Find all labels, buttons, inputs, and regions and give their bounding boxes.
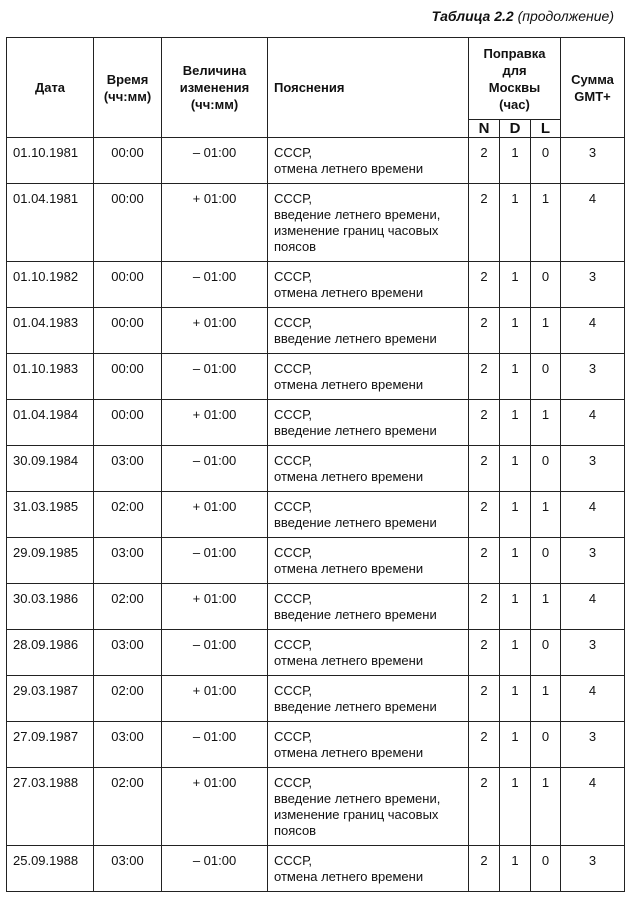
explanation-cell <box>268 676 469 722</box>
explanation-cell <box>268 768 469 846</box>
n-cell: 2 <box>469 184 500 262</box>
table-row <box>7 630 625 676</box>
table-row <box>7 138 625 184</box>
change-cell: – 01:00 <box>162 846 268 892</box>
explanation-line: СССР, <box>274 683 312 698</box>
n-cell: 2 <box>469 492 500 538</box>
date-cell: 01.04.1981 <box>7 184 94 262</box>
table-row <box>7 400 625 446</box>
d-cell: 1 <box>500 538 531 584</box>
d-cell: 1 <box>500 846 531 892</box>
date-cell: 01.04.1983 <box>7 308 94 354</box>
sum-cell: 3 <box>561 138 625 184</box>
l-cell: 1 <box>531 400 561 446</box>
change-cell: + 01:00 <box>162 768 268 846</box>
explanation-line: СССР, <box>274 407 312 422</box>
explanation-line: отмена летнего времени <box>274 377 424 392</box>
change-cell: + 01:00 <box>162 584 268 630</box>
header-time: Время (чч:мм) <box>94 38 162 138</box>
explanation-line: отмена летнего времени <box>274 653 424 668</box>
date-cell: 01.10.1982 <box>7 262 94 308</box>
sum-cell: 4 <box>561 768 625 846</box>
d-cell: 1 <box>500 308 531 354</box>
explanation-line: СССР, <box>274 729 312 744</box>
time-cell: 00:00 <box>94 400 162 446</box>
l-cell: 1 <box>531 308 561 354</box>
explanation-cell <box>268 630 469 676</box>
table-row <box>7 446 625 492</box>
table-body <box>7 138 625 892</box>
n-cell: 2 <box>469 446 500 492</box>
header-row <box>7 38 625 120</box>
table-row <box>7 354 625 400</box>
change-cell: – 01:00 <box>162 446 268 492</box>
l-cell: 1 <box>531 184 561 262</box>
header-l: L <box>531 120 561 138</box>
explanation-line: введение летнего времени <box>274 515 437 530</box>
n-cell: 2 <box>469 722 500 768</box>
time-cell: 00:00 <box>94 138 162 184</box>
change-cell: – 01:00 <box>162 138 268 184</box>
explanation-line: введение летнего времени, <box>274 207 441 222</box>
date-cell: 29.03.1987 <box>7 676 94 722</box>
l-cell: 0 <box>531 722 561 768</box>
time-cell: 03:00 <box>94 538 162 584</box>
time-cell: 02:00 <box>94 768 162 846</box>
table-caption-number: Таблица 2.2 <box>431 8 514 24</box>
header-explanation: Пояснения <box>268 38 469 138</box>
n-cell: 2 <box>469 354 500 400</box>
table-row <box>7 538 625 584</box>
time-cell: 00:00 <box>94 262 162 308</box>
date-cell: 25.09.1988 <box>7 846 94 892</box>
explanation-line: СССР, <box>274 315 312 330</box>
n-cell: 2 <box>469 768 500 846</box>
n-cell: 2 <box>469 538 500 584</box>
time-cell: 03:00 <box>94 446 162 492</box>
explanation-cell <box>268 584 469 630</box>
date-cell: 31.03.1985 <box>7 492 94 538</box>
date-cell: 01.10.1981 <box>7 138 94 184</box>
explanation-line: отмена летнего времени <box>274 869 424 884</box>
header-date: Дата <box>7 38 94 138</box>
explanation-line: отмена летнего времени <box>274 561 424 576</box>
explanation-line: изменение границ часовых <box>274 807 439 822</box>
time-cell: 00:00 <box>94 354 162 400</box>
explanation-line: введение летнего времени <box>274 331 437 346</box>
sum-cell: 3 <box>561 630 625 676</box>
l-cell: 0 <box>531 262 561 308</box>
timezone-table <box>6 37 625 892</box>
explanation-line: СССР, <box>274 853 312 868</box>
header-moscow-correction: Поправка для Москвы (час) <box>469 38 561 120</box>
explanation-line: СССР, <box>274 591 312 606</box>
d-cell: 1 <box>500 138 531 184</box>
n-cell: 2 <box>469 262 500 308</box>
l-cell: 1 <box>531 492 561 538</box>
table-row <box>7 846 625 892</box>
l-cell: 0 <box>531 538 561 584</box>
explanation-line: отмена летнего времени <box>274 285 424 300</box>
explanation-line: введение летнего времени <box>274 699 437 714</box>
explanation-cell <box>268 308 469 354</box>
d-cell: 1 <box>500 722 531 768</box>
explanation-line: отмена летнего времени <box>274 745 424 760</box>
change-cell: – 01:00 <box>162 538 268 584</box>
l-cell: 0 <box>531 846 561 892</box>
change-cell: + 01:00 <box>162 492 268 538</box>
time-cell: 00:00 <box>94 184 162 262</box>
date-cell: 01.04.1984 <box>7 400 94 446</box>
explanation-line: СССР, <box>274 269 312 284</box>
explanation-line: СССР, <box>274 453 312 468</box>
table-row <box>7 676 625 722</box>
n-cell: 2 <box>469 676 500 722</box>
d-cell: 1 <box>500 446 531 492</box>
table-row <box>7 584 625 630</box>
n-cell: 2 <box>469 846 500 892</box>
l-cell: 1 <box>531 676 561 722</box>
table-row <box>7 492 625 538</box>
explanation-line: СССР, <box>274 361 312 376</box>
explanation-line: отмена летнего времени <box>274 161 424 176</box>
l-cell: 0 <box>531 138 561 184</box>
date-cell: 28.09.1986 <box>7 630 94 676</box>
l-cell: 1 <box>531 584 561 630</box>
explanation-cell <box>268 400 469 446</box>
n-cell: 2 <box>469 630 500 676</box>
sum-cell: 3 <box>561 262 625 308</box>
explanation-line: введение летнего времени <box>274 607 437 622</box>
l-cell: 0 <box>531 630 561 676</box>
l-cell: 1 <box>531 768 561 846</box>
explanation-line: изменение границ часовых <box>274 223 439 238</box>
sum-cell: 4 <box>561 584 625 630</box>
header-change: Величина изменения (чч:мм) <box>162 38 268 138</box>
date-cell: 27.03.1988 <box>7 768 94 846</box>
sum-cell: 4 <box>561 492 625 538</box>
time-cell: 00:00 <box>94 308 162 354</box>
d-cell: 1 <box>500 400 531 446</box>
table-row <box>7 768 625 846</box>
d-cell: 1 <box>500 262 531 308</box>
d-cell: 1 <box>500 492 531 538</box>
header-sum-gmt: Сумма GMT+ <box>561 38 625 138</box>
explanation-line: СССР, <box>274 775 312 790</box>
sum-cell: 4 <box>561 400 625 446</box>
date-cell: 30.03.1986 <box>7 584 94 630</box>
change-cell: – 01:00 <box>162 722 268 768</box>
explanation-line: СССР, <box>274 145 312 160</box>
sum-cell: 3 <box>561 354 625 400</box>
d-cell: 1 <box>500 584 531 630</box>
d-cell: 1 <box>500 630 531 676</box>
table-row <box>7 262 625 308</box>
sum-cell: 4 <box>561 184 625 262</box>
time-cell: 03:00 <box>94 846 162 892</box>
n-cell: 2 <box>469 138 500 184</box>
change-cell: – 01:00 <box>162 630 268 676</box>
table-caption <box>432 8 614 24</box>
explanation-line: СССР, <box>274 191 312 206</box>
n-cell: 2 <box>469 400 500 446</box>
explanation-line: поясов <box>274 823 317 838</box>
explanation-cell <box>268 354 469 400</box>
table-caption-suffix: (продолжение) <box>517 8 614 24</box>
explanation-line: введение летнего времени, <box>274 791 441 806</box>
change-cell: + 01:00 <box>162 308 268 354</box>
change-cell: + 01:00 <box>162 676 268 722</box>
explanation-cell <box>268 538 469 584</box>
l-cell: 0 <box>531 446 561 492</box>
change-cell: – 01:00 <box>162 354 268 400</box>
time-cell: 02:00 <box>94 492 162 538</box>
explanation-cell <box>268 846 469 892</box>
table-row <box>7 308 625 354</box>
date-cell: 29.09.1985 <box>7 538 94 584</box>
date-cell: 30.09.1984 <box>7 446 94 492</box>
header-d: D <box>500 120 531 138</box>
explanation-line: введение летнего времени <box>274 423 437 438</box>
header-n: N <box>469 120 500 138</box>
n-cell: 2 <box>469 308 500 354</box>
explanation-line: СССР, <box>274 499 312 514</box>
time-cell: 03:00 <box>94 630 162 676</box>
explanation-cell <box>268 262 469 308</box>
explanation-cell <box>268 722 469 768</box>
date-cell: 27.09.1987 <box>7 722 94 768</box>
table-row <box>7 184 625 262</box>
explanation-line: отмена летнего времени <box>274 469 424 484</box>
table-row <box>7 722 625 768</box>
change-cell: + 01:00 <box>162 184 268 262</box>
explanation-cell <box>268 492 469 538</box>
d-cell: 1 <box>500 354 531 400</box>
date-cell: 01.10.1983 <box>7 354 94 400</box>
sum-cell: 3 <box>561 538 625 584</box>
explanation-cell <box>268 138 469 184</box>
d-cell: 1 <box>500 184 531 262</box>
l-cell: 0 <box>531 354 561 400</box>
n-cell: 2 <box>469 584 500 630</box>
sum-cell: 4 <box>561 676 625 722</box>
explanation-line: поясов <box>274 239 317 254</box>
d-cell: 1 <box>500 676 531 722</box>
sum-cell: 3 <box>561 722 625 768</box>
sum-cell: 3 <box>561 446 625 492</box>
d-cell: 1 <box>500 768 531 846</box>
time-cell: 02:00 <box>94 676 162 722</box>
explanation-cell <box>268 446 469 492</box>
time-cell: 03:00 <box>94 722 162 768</box>
change-cell: + 01:00 <box>162 400 268 446</box>
change-cell: – 01:00 <box>162 262 268 308</box>
time-cell: 02:00 <box>94 584 162 630</box>
explanation-line: СССР, <box>274 637 312 652</box>
sum-cell: 4 <box>561 308 625 354</box>
explanation-line: СССР, <box>274 545 312 560</box>
sum-cell: 3 <box>561 846 625 892</box>
explanation-cell <box>268 184 469 262</box>
